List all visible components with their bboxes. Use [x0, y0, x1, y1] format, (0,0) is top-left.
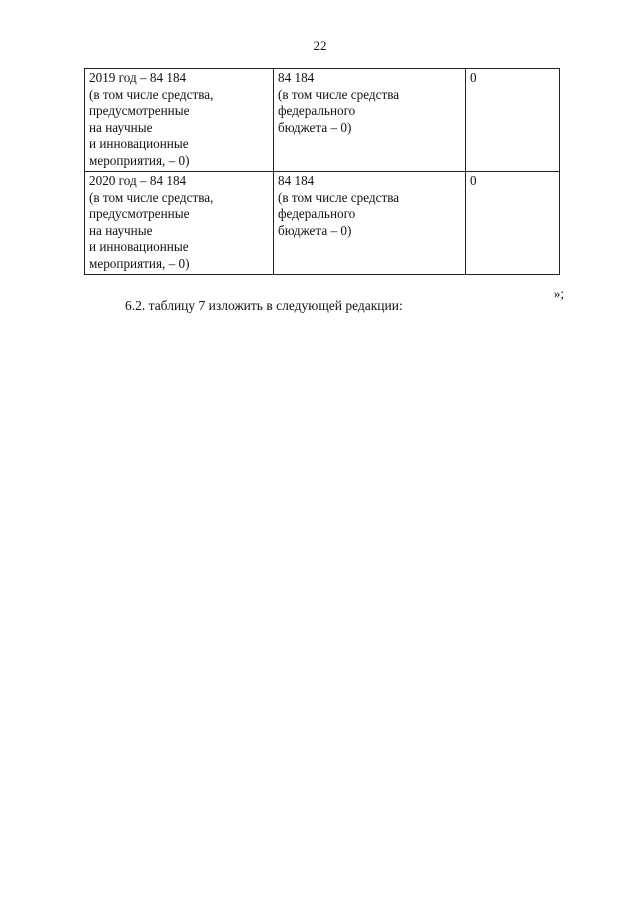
- cell-line: (в том числе средства,: [89, 86, 214, 102]
- table-cell-other: [466, 69, 560, 172]
- cell-line: 84 184: [278, 173, 315, 188]
- table-row: [85, 69, 560, 172]
- cell-line: предусмотренные: [89, 103, 190, 118]
- table-cell-year-total: [85, 69, 274, 172]
- cell-line: 0: [470, 70, 477, 85]
- cell-line: и инновационные: [89, 239, 189, 254]
- cell-line: мероприятия, – 0): [89, 255, 190, 271]
- cell-line: (в том числе средства,: [89, 189, 214, 205]
- cell-line: мероприятия, – 0): [89, 152, 190, 168]
- cell-line: бюджета – 0): [278, 119, 352, 135]
- cell-line: федерального: [278, 206, 356, 221]
- page-number: 22: [313, 38, 327, 53]
- cell-line: на научные: [89, 119, 153, 135]
- cell-line: (в том числе средства: [278, 189, 400, 205]
- cell-line: 0: [470, 173, 477, 188]
- cell-line: и инновационные: [89, 136, 189, 151]
- cell-line: 84 184: [278, 70, 315, 85]
- cell-line: на научные: [89, 222, 153, 238]
- cell-line: федерального: [278, 103, 356, 118]
- budget-table: [84, 68, 560, 275]
- amendment-paragraph: 6.2. таблицу 7 изложить в следующей редакции:: [125, 298, 403, 313]
- table-cell-regional-budget: [274, 172, 466, 275]
- table-row: [85, 172, 560, 275]
- table-cell-regional-budget: [274, 69, 466, 172]
- cell-line: предусмотренные: [89, 206, 190, 221]
- cell-line: (в том числе средства: [278, 86, 400, 102]
- cell-line: 2020 год – 84 184: [89, 173, 187, 188]
- table-cell-other: [466, 172, 560, 275]
- closing-quote: »;: [553, 286, 564, 301]
- table-cell-year-total: [85, 172, 274, 275]
- cell-line: 2019 год – 84 184: [89, 70, 187, 85]
- cell-line: бюджета – 0): [278, 222, 352, 238]
